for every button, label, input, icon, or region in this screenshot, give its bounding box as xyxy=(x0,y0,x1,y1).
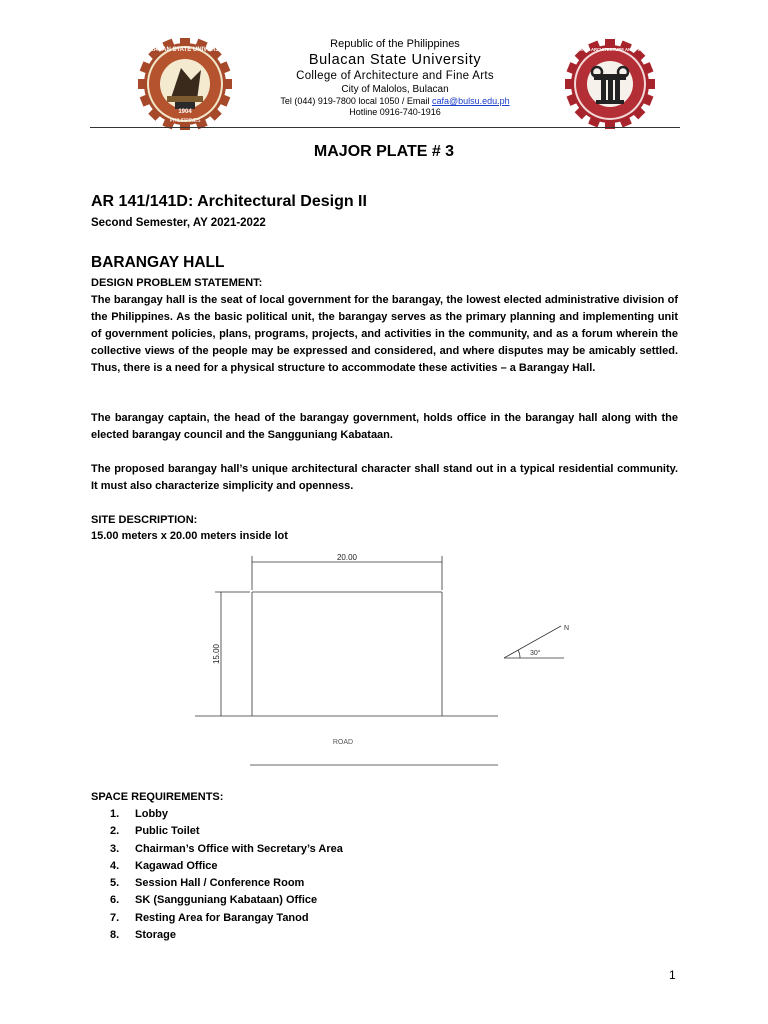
paragraph-character: The proposed barangay hall’s unique architectural character shall stand out in a typical residential community. It must also characterize simplicity and openness. xyxy=(91,463,678,492)
list-item: 2. Public Toilet xyxy=(110,825,200,838)
list-item: 3. Chairman’s Office with Secretary’s Area xyxy=(110,842,343,855)
header-republic: Republic of the Philippines xyxy=(330,38,460,50)
paragraph-captain: The barangay captain, the head of the barangay government, holds office in the barangay hall along with the elected barangay council and the Sangguniang Kabataan. xyxy=(91,412,678,441)
north-label: N xyxy=(564,625,570,632)
list-item: 6. SK (Sangguniang Kabataan) Office xyxy=(110,894,318,907)
header-college: College of Architecture and Fine Arts xyxy=(296,70,494,82)
svg-text:1904: 1904 xyxy=(178,109,192,115)
road-label: ROAD xyxy=(332,739,354,746)
depth-label: 15.00 xyxy=(212,643,221,665)
header-university: Bulacan State University xyxy=(308,52,482,68)
site-description-text: 15.00 meters x 20.00 meters inside lot xyxy=(91,530,288,542)
svg-text:COLLEGE OF ARCHITECTURE AND FI: COLLEGE OF ARCHITECTURE AND FINE ARTS xyxy=(562,47,658,52)
header-contact xyxy=(200,96,590,106)
plate-title: MAJOR PLATE # 3 xyxy=(313,143,455,160)
space-requirements-label: SPACE REQUIREMENTS: xyxy=(91,791,224,803)
project-title: BARANGAY HALL xyxy=(91,254,225,271)
problem-statement-label: DESIGN PROBLEM STATEMENT: xyxy=(91,277,263,289)
svg-text:PHILIPPINES: PHILIPPINES xyxy=(169,118,201,124)
list-item: 4. Kagawad Office xyxy=(110,859,218,872)
list-item: 7. Resting Area for Barangay Tanod xyxy=(110,911,309,924)
header-divider xyxy=(90,127,680,128)
header-hotline: Hotline 0916-740-1916 xyxy=(349,107,441,117)
course-title: AR 141/141D: Architectural Design II xyxy=(91,193,367,210)
list-item: 1. Lobby xyxy=(110,808,168,820)
angle-label: 30° xyxy=(530,650,541,657)
list-item: 8. Storage xyxy=(110,929,176,942)
list-item: 5. Session Hall / Conference Room xyxy=(110,877,305,890)
space-requirements-list xyxy=(110,806,343,944)
page-number: 1 xyxy=(669,968,676,982)
site-plan-diagram xyxy=(190,550,590,775)
site-description-label: SITE DESCRIPTION: xyxy=(91,514,198,526)
svg-text:BULACAN STATE UNIVERSITY: BULACAN STATE UNIVERSITY xyxy=(141,47,229,53)
header-tel: Tel (044) 919-7800 local 1050 / Email xyxy=(280,96,430,106)
width-label: 20.00 xyxy=(336,553,358,562)
semester: Second Semester, AY 2021-2022 xyxy=(91,217,266,229)
header-city: City of Malolos, Bulacan xyxy=(341,84,449,95)
paragraph-intro: The barangay hall is the seat of local government for the barangay, the lowest elected administrative division of the Philippines. As the basic political unit, the barangay serves as the primary planning and implementing unit of government policies, plans, programs, projects, and activities in the community, and as a forum wherein the collective views of the people may be expressed and considered, and where disputes may be amicably settled. Thus, there is a need for a physical structure to accommodate these activities – a Barangay Hall. xyxy=(91,294,678,374)
email-link[interactable]: cafa@bulsu.edu.ph xyxy=(431,96,510,106)
